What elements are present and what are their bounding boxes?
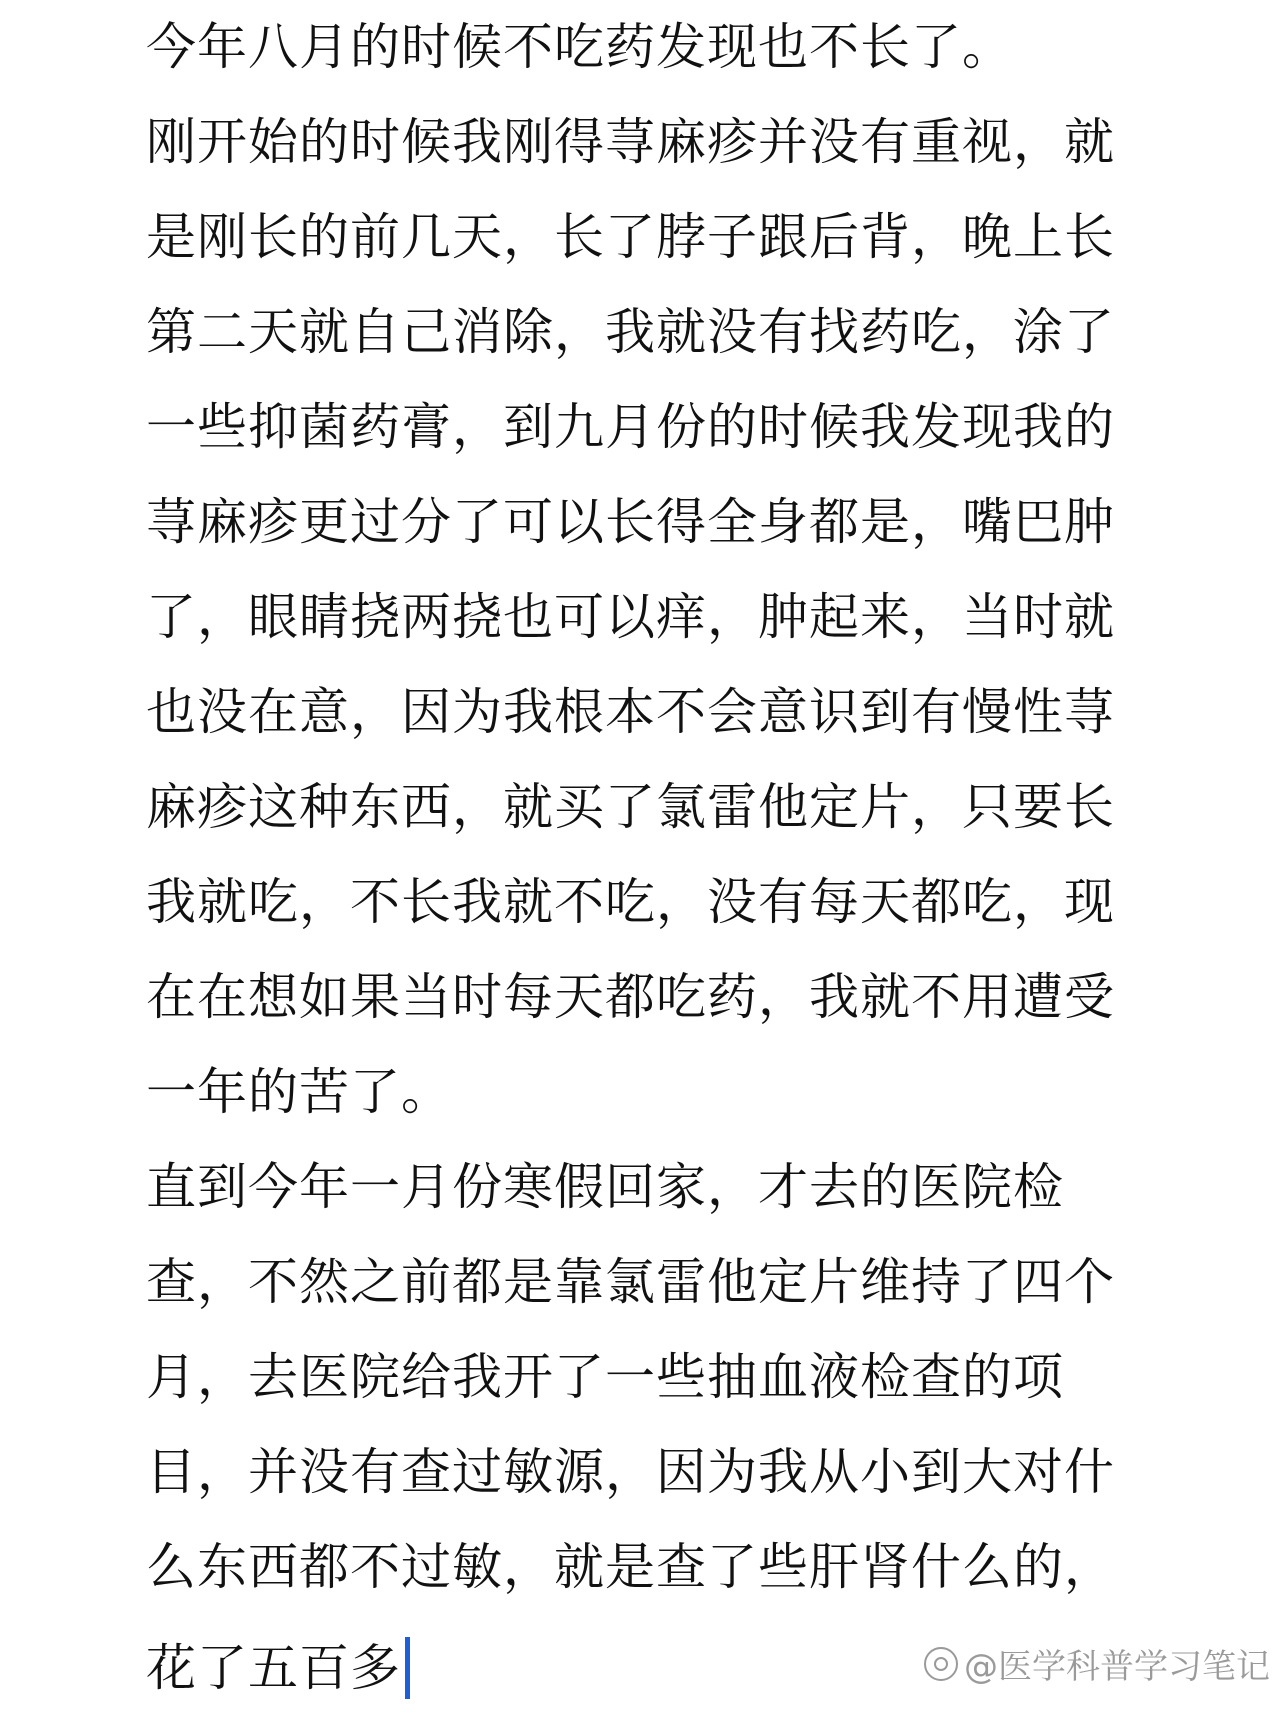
document-body — [146, 18, 1146, 1732]
text-line: 刚开始的时候我刚得荨麻疹并没有重视，就 — [146, 113, 1115, 171]
text-line: 我就吃，不长我就不吃，没有每天都吃，现 — [146, 873, 1115, 931]
text-line: 了，眼睛挠两挠也可以痒，肿起来，当时就 — [146, 588, 1115, 646]
text-line: 花了五百多 — [146, 1639, 401, 1697]
text-line: 也没在意，因为我根本不会意识到有慢性荨 — [146, 683, 1115, 741]
text-line: 是刚长的前几天，长了脖子跟后背，晚上长 — [146, 208, 1115, 266]
text-line: 目，并没有查过敏源，因为我从小到大对什 — [146, 1443, 1115, 1501]
watermark — [924, 1639, 1270, 1688]
watermark-text: @医学科普学习笔记 — [964, 1647, 1270, 1687]
text-line: 荨麻疹更过分了可以长得全身都是，嘴巴肿 — [146, 493, 1115, 551]
text-line: 一年的苦了。 — [146, 1063, 452, 1121]
logo-icon — [924, 1647, 958, 1681]
text-cursor — [405, 1637, 410, 1699]
text-line: 一些抑菌药膏，到九月份的时候我发现我的 — [146, 398, 1115, 456]
text-line: 第二天就自己消除，我就没有找药吃，涂了 — [146, 303, 1115, 361]
text-line: 查，不然之前都是靠氯雷他定片维持了四个 — [146, 1253, 1115, 1311]
text-line: 月，去医院给我开了一些抽血液检查的项 — [146, 1348, 1064, 1406]
text-line: 么东西都不过敏，就是查了些肝肾什么的， — [146, 1538, 1115, 1596]
text-line: 在在想如果当时每天都吃药，我就不用遭受 — [146, 968, 1115, 1026]
text-line: 直到今年一月份寒假回家，才去的医院检 — [146, 1158, 1064, 1216]
text-line: 今年八月的时候不吃药发现也不长了。 — [146, 18, 1013, 76]
text-line: 麻疹这种东西，就买了氯雷他定片，只要长 — [146, 778, 1115, 836]
